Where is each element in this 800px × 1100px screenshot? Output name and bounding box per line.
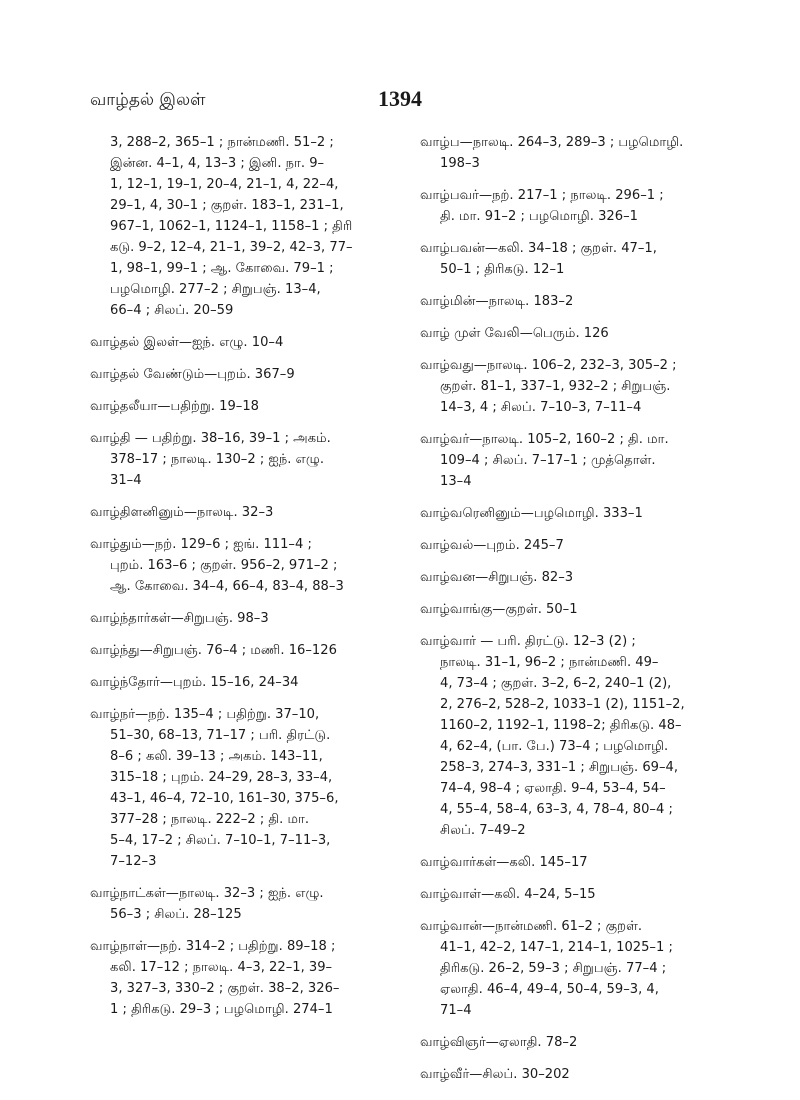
entry-line: வாழ்வல்—புறம். 245–7: [420, 538, 564, 553]
index-entry: [420, 238, 732, 280]
entry-line: 377–28 ; நாலடி. 222–2 ; தி. மா.: [110, 812, 309, 827]
entry-line: 3, 327–3, 330–2 ; குறள். 38–2, 326–: [110, 981, 340, 996]
index-entry: [420, 1064, 732, 1085]
entry-line: தி. மா. 91–2 ; பழமொழி. 326–1: [440, 209, 638, 224]
entry-line: வாழ் முள் வேலி—பெரும். 126: [420, 326, 609, 341]
entry-line: வாழ்வீர்—சிலப். 30–202: [420, 1067, 570, 1082]
entry-line: கடு. 9–2, 12–4, 21–1, 39–2, 42–3, 77–: [110, 240, 353, 255]
index-entry: [420, 429, 732, 492]
entry-line: இன்ன. 4–1, 4, 13–3 ; இனி. நா. 9–: [110, 156, 325, 171]
right-column: [420, 132, 732, 1096]
entry-line: 258–3, 274–3, 331–1 ; சிறுபஞ். 69–4,: [440, 760, 679, 775]
entry-line: 4, 73–4 ; குறள். 3–2, 6–2, 240–1 (2),: [440, 676, 672, 691]
entry-line: 315–18 ; புறம். 24–29, 28–3, 33–4,: [110, 770, 333, 785]
entry-line: 1 ; திரிகடு. 29–3 ; பழமொழி. 274–1: [110, 1002, 333, 1017]
entry-line: கலி. 17–12 ; நாலடி. 4–3, 22–1, 39–: [110, 960, 333, 975]
index-entry: [90, 396, 412, 417]
index-entry: [420, 355, 732, 418]
index-entry: [90, 704, 412, 872]
entry-line: 378–17 ; நாலடி. 130–2 ; ஐந். எழு.: [110, 452, 325, 467]
entry-line: 7–12–3: [110, 854, 157, 869]
entry-line: வாழ்வான்—நான்மணி. 61–2 ; குறள்.: [420, 919, 643, 934]
entry-line: 109–4 ; சிலப். 7–17–1 ; முத்தொள்.: [440, 453, 656, 468]
entry-line: 4, 55–4, 58–4, 63–3, 4, 78–4, 80–4 ;: [440, 802, 673, 817]
entry-line: வாழ்வரெனினும்—பழமொழி. 333–1: [420, 506, 643, 521]
index-entry: [90, 332, 412, 353]
entry-line: 8–6 ; கலி. 39–13 ; அகம். 143–11,: [110, 749, 323, 764]
entry-line: 31–4: [110, 473, 142, 488]
entry-line: 4, 62–4, (பா. பே.) 73–4 ; பழமொழி.: [440, 739, 669, 754]
entry-line: 14–3, 4 ; சிலப். 7–10–3, 7–11–4: [440, 400, 642, 415]
entry-line: 1160–2, 1192–1, 1198–2; திரிகடு. 48–: [440, 718, 682, 733]
index-entry: [420, 323, 732, 344]
entry-line: 5–4, 17–2 ; சிலப். 7–10–1, 7–11–3,: [110, 833, 331, 848]
entry-line: வாழ்தி — பதிற்று. 38–16, 39–1 ; அகம்.: [90, 431, 331, 446]
index-entry: [90, 132, 412, 321]
entry-line: வாழ்பவன்—கலி. 34–18 ; குறள். 47–1,: [420, 241, 657, 256]
index-entry: [90, 534, 412, 597]
index-entry: [90, 672, 412, 693]
entry-line: 71–4: [440, 1003, 472, 1018]
entry-line: புறம். 163–6 ; குறள். 956–2, 971–2 ;: [110, 558, 338, 573]
entry-line: 198–3: [440, 156, 480, 171]
entry-line: வாழ்ந்து—சிறுபஞ். 76–4 ; மணி. 16–126: [90, 643, 337, 658]
entry-line: பழமொழி. 277–2 ; சிறுபஞ். 13–4,: [110, 282, 321, 297]
page-header: [90, 86, 710, 120]
entry-line: 41–1, 42–2, 147–1, 214–1, 1025–1 ;: [440, 940, 673, 955]
entry-line: வாழ்ப—நாலடி. 264–3, 289–3 ; பழமொழி.: [420, 135, 684, 150]
entry-line: வாழ்வாள்—கலி. 4–24, 5–15: [420, 887, 596, 902]
left-column: [90, 132, 412, 1031]
entry-line: 2, 276–2, 528–2, 1033–1 (2), 1151–2,: [440, 697, 685, 712]
index-entry: [90, 428, 412, 491]
entry-line: வாழ்பவர்—நற். 217–1 ; நாலடி. 296–1 ;: [420, 188, 664, 203]
entry-line: வாழ்வாங்கு—குறள். 50–1: [420, 602, 578, 617]
index-entry: [420, 185, 732, 227]
entry-line: வாழ்திளனினும்—நாலடி. 32–3: [90, 505, 274, 520]
entry-line: 43–1, 46–4, 72–10, 161–30, 375–6,: [110, 791, 339, 806]
entry-line: வாழ்வார் — பரி. திரட்டு. 12–3 (2) ;: [420, 634, 636, 649]
index-entry: [420, 535, 732, 556]
entry-line: 1, 98–1, 99–1 ; ஆ. கோவை. 79–1 ;: [110, 261, 334, 276]
entry-line: வாழ்நாட்கள்—நாலடி. 32–3 ; ஐந். எழு.: [90, 886, 324, 901]
entry-line: சிலப். 7–49–2: [440, 823, 526, 838]
index-entry: [90, 936, 412, 1020]
entry-line: வாழ்ந்தார்கள்—சிறுபஞ். 98–3: [90, 611, 269, 626]
index-entry: [90, 608, 412, 629]
entry-line: ஆ. கோவை. 34–4, 66–4, 83–4, 88–3: [110, 579, 344, 594]
index-entry: [90, 502, 412, 523]
entry-line: வாழ்தும்—நற். 129–6 ; ஐங். 111–4 ;: [90, 537, 312, 552]
entry-line: வாழ்வார்கள்—கலி. 145–17: [420, 855, 588, 870]
entry-line: 56–3 ; சிலப். 28–125: [110, 907, 242, 922]
index-entry: [420, 291, 732, 312]
index-entry: [420, 631, 732, 841]
entry-line: ஏலாதி. 46–4, 49–4, 50–4, 59–3, 4,: [440, 982, 659, 997]
index-entry: [420, 503, 732, 524]
entry-line: 29–1, 4, 30–1 ; குறள். 183–1, 231–1,: [110, 198, 344, 213]
entry-line: வாழ்வது—நாலடி. 106–2, 232–3, 305–2 ;: [420, 358, 677, 373]
index-entry: [420, 1032, 732, 1053]
index-entry: [420, 599, 732, 620]
entry-line: 51–30, 68–13, 71–17 ; பரி. திரட்டு.: [110, 728, 331, 743]
entry-line: நாலடி. 31–1, 96–2 ; நான்மணி. 49–: [440, 655, 659, 670]
running-head: வாழ்தல் இலள்: [90, 90, 206, 110]
index-entry: [420, 884, 732, 905]
entry-line: வாழ்நாள்—நற். 314–2 ; பதிற்று. 89–18 ;: [90, 939, 336, 954]
entry-line: 3, 288–2, 365–1 ; நான்மணி. 51–2 ;: [110, 135, 334, 150]
entry-line: 74–4, 98–4 ; ஏலாதி. 9–4, 53–4, 54–: [440, 781, 666, 796]
entry-line: வாழ்விஞர்—ஏலாதி. 78–2: [420, 1035, 578, 1050]
entry-line: வாழ்நர்—நற். 135–4 ; பதிற்று. 37–10,: [90, 707, 320, 722]
index-entry: [90, 640, 412, 661]
entry-line: வாழ்வன—சிறுபஞ். 82–3: [420, 570, 574, 585]
entry-line: வாழ்தலீயா—பதிற்று. 19–18: [90, 399, 260, 414]
entry-line: 1, 12–1, 19–1, 20–4, 21–1, 4, 22–4,: [110, 177, 339, 192]
entry-line: குறள். 81–1, 337–1, 932–2 ; சிறுபஞ்.: [440, 379, 671, 394]
entry-line: 50–1 ; திரிகடு. 12–1: [440, 262, 565, 277]
page-number: 1394: [378, 86, 422, 111]
index-entry: [420, 567, 732, 588]
entry-line: வாழ்ந்தோர்—புறம். 15–16, 24–34: [90, 675, 299, 690]
entry-line: 66–4 ; சிலப். 20–59: [110, 303, 234, 318]
entry-line: வாழ்மின்—நாலடி. 183–2: [420, 294, 574, 309]
index-entry: [420, 852, 732, 873]
entry-line: 967–1, 1062–1, 1124–1, 1158–1 ; திரி: [110, 219, 353, 234]
entry-line: வாழ்வர்—நாலடி. 105–2, 160–2 ; தி. மா.: [420, 432, 669, 447]
entry-line: திரிகடு. 26–2, 59–3 ; சிறுபஞ். 77–4 ;: [440, 961, 667, 976]
index-entry: [90, 364, 412, 385]
index-entry: [90, 883, 412, 925]
entry-line: 13–4: [440, 474, 472, 489]
entry-line: வாழ்தல் இலள்—ஐந். எழு. 10–4: [90, 335, 284, 350]
entry-line: வாழ்தல் வேண்டும்—புறம். 367–9: [90, 367, 295, 382]
index-entry: [420, 132, 732, 174]
index-entry: [420, 916, 732, 1021]
